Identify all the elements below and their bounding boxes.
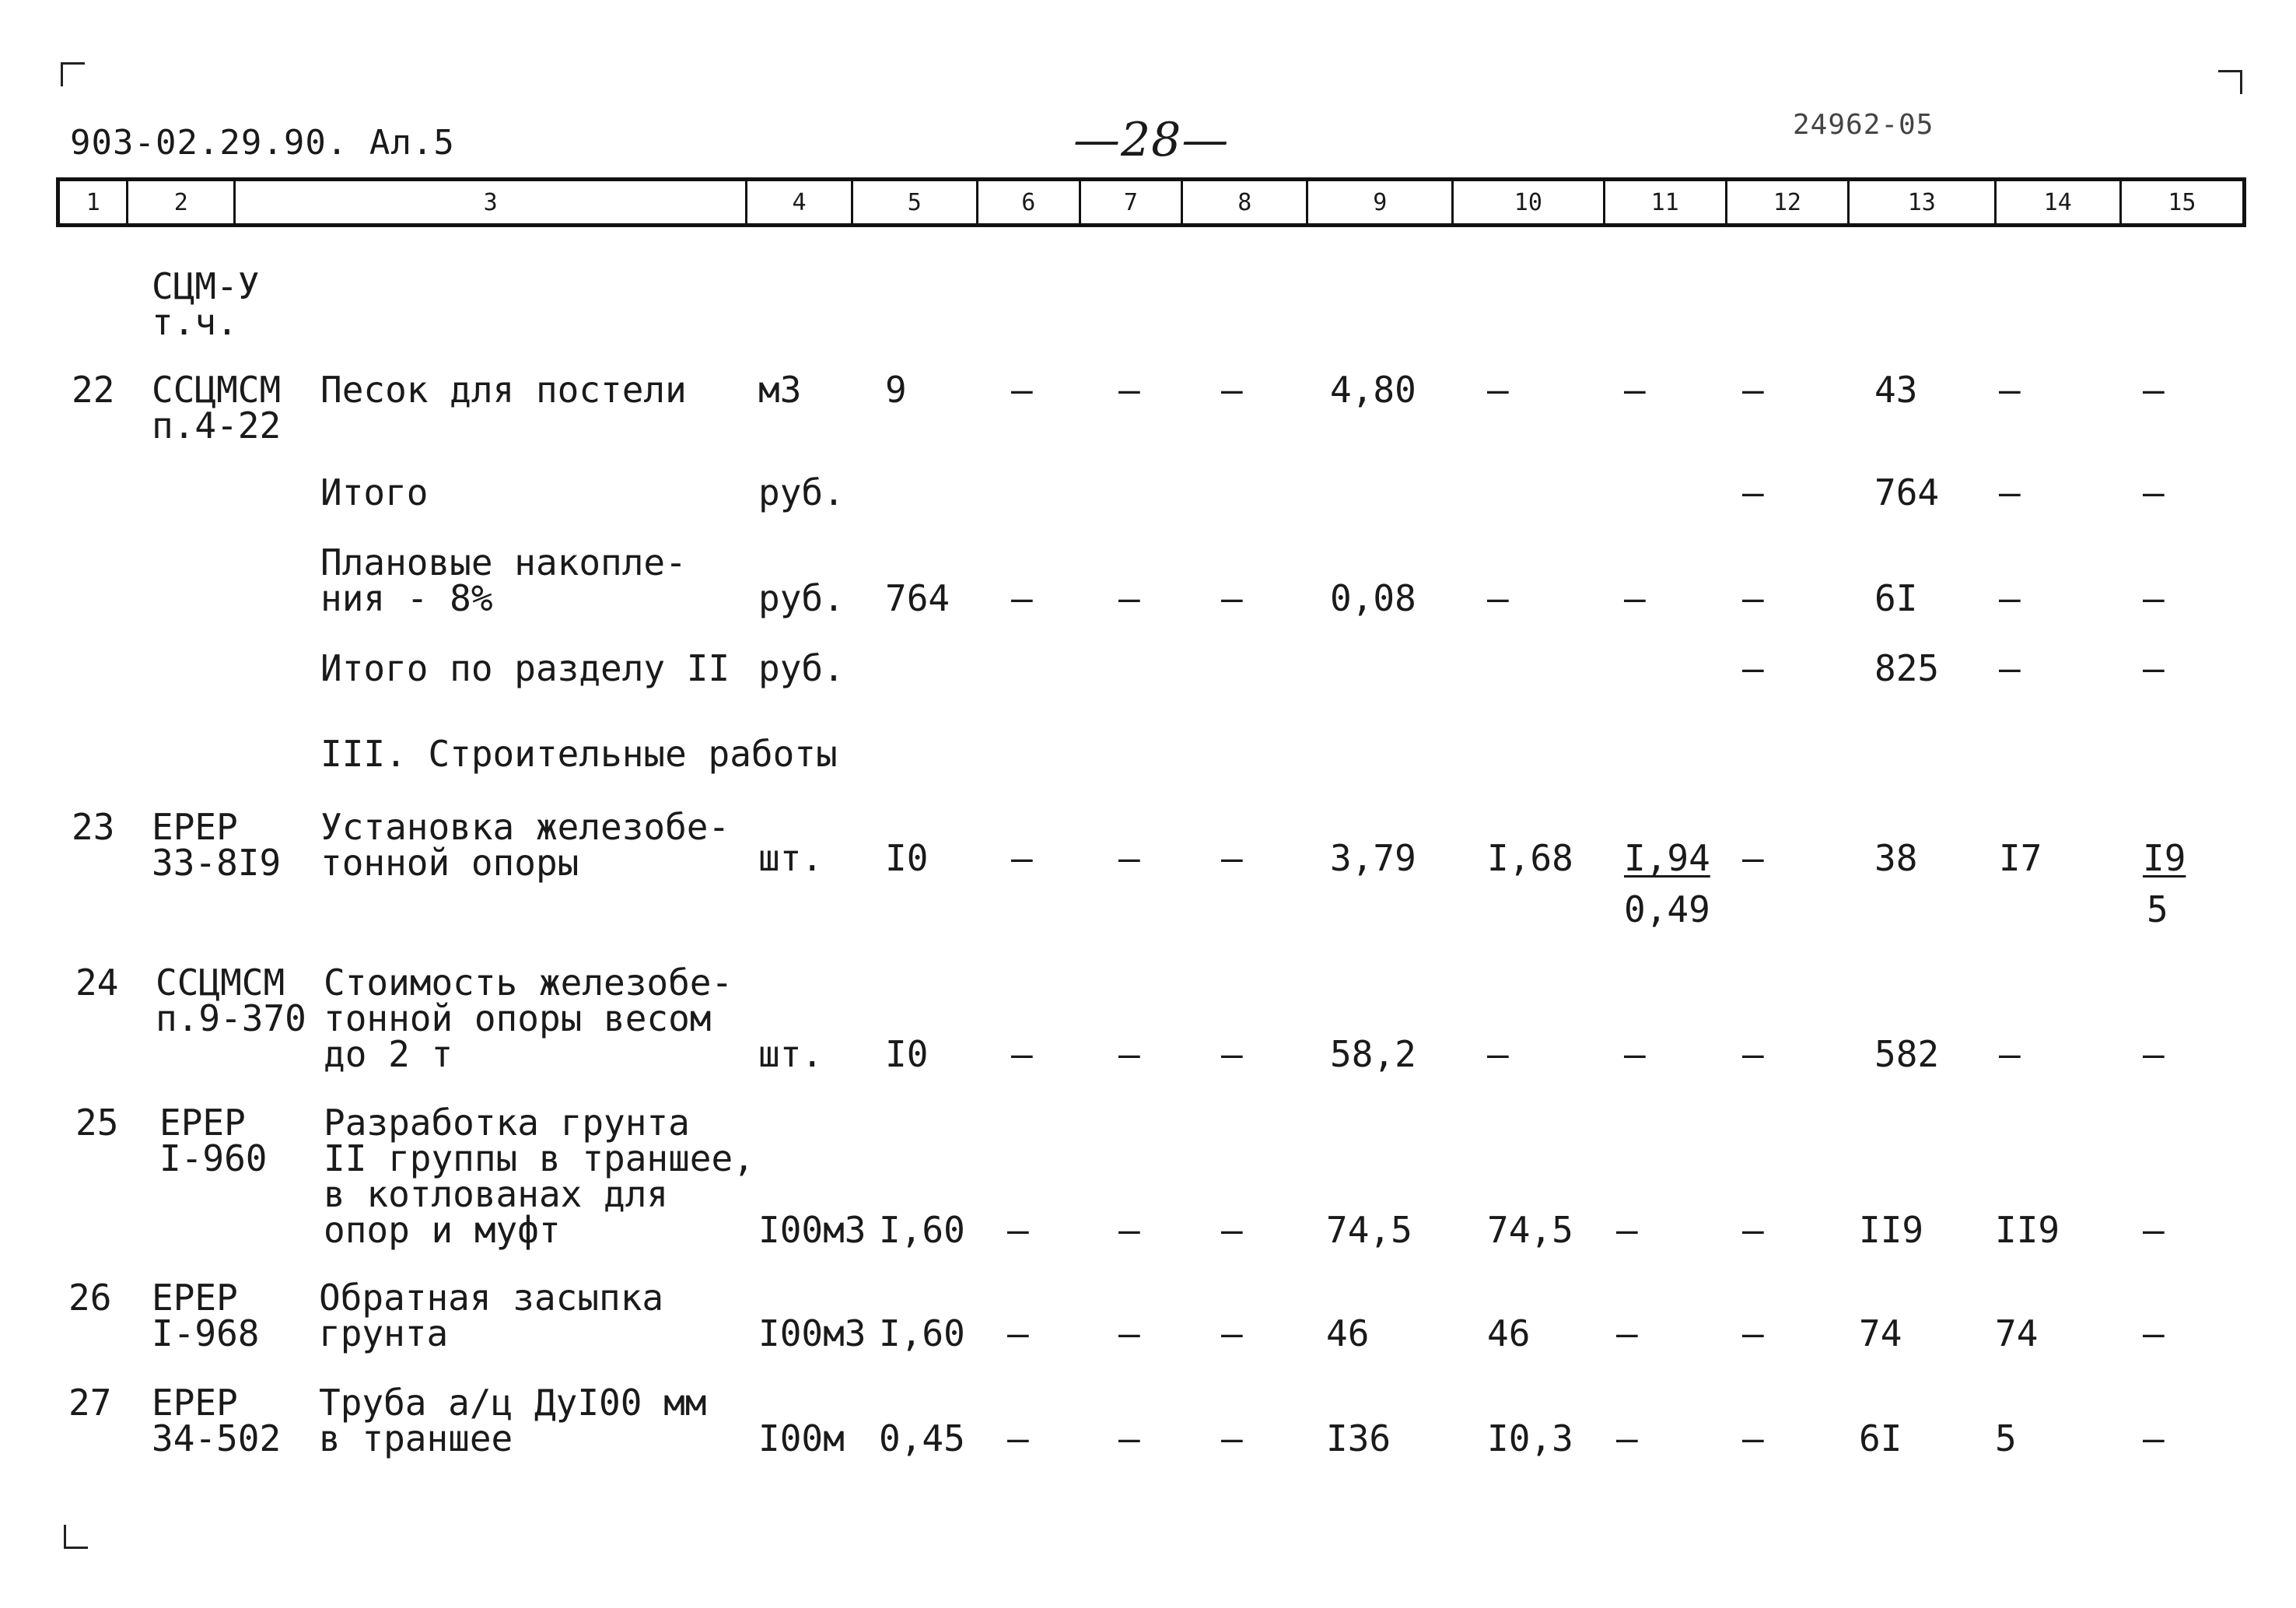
cell-col7: – <box>1118 577 1140 619</box>
cell-number: 22 <box>72 369 115 411</box>
cell-col8: – <box>1221 1209 1243 1251</box>
cell-col14: II9 <box>1995 1209 2060 1251</box>
cell-unit: руб. <box>758 577 845 619</box>
cell-number: 24 <box>75 962 119 1004</box>
cell-col7: – <box>1118 1417 1140 1459</box>
cell-col8: – <box>1221 369 1243 411</box>
cell-code: ССЦМСМ п.4-22 <box>152 369 282 447</box>
cell-col8: – <box>1221 577 1243 619</box>
cell-col7: – <box>1118 1209 1140 1251</box>
cell-code: ЕРЕР I-960 <box>159 1102 268 1179</box>
cell-col10: 46 <box>1487 1312 1531 1354</box>
cell-col14: – <box>1999 471 2021 513</box>
cell-number: 26 <box>68 1277 112 1319</box>
cell-col10: 74,5 <box>1487 1209 1573 1251</box>
cell-col8: – <box>1221 837 1243 879</box>
cell-col8: – <box>1221 1312 1243 1354</box>
cell-col6: – <box>1011 577 1033 619</box>
cell-col11: – <box>1624 369 1646 411</box>
column-number: 9 <box>1308 181 1454 223</box>
cell-col13: 6I <box>1874 577 1918 619</box>
cell-col13: II9 <box>1859 1209 1924 1251</box>
cell-unit: I00м3 <box>758 1312 866 1354</box>
column-number: 6 <box>978 181 1081 223</box>
cell-unit: шт. <box>758 837 824 879</box>
column-number: 4 <box>747 181 853 223</box>
cell-description: Песок для постели <box>320 369 687 411</box>
cell-code: ЕРЕР 34-502 <box>152 1382 282 1459</box>
cell-col14: – <box>1999 647 2021 689</box>
cell-col14: 5 <box>1995 1417 2017 1459</box>
cell-description: Разработка грунта II группы в траншее, в котлованах для опор и муфт <box>324 1102 754 1251</box>
cell-description: Плановые накопле- ния - 8% <box>320 541 687 619</box>
cell-unit: руб. <box>758 647 845 689</box>
cell-col12: – <box>1742 471 1764 513</box>
archive-stamp: 24962-05 <box>1793 109 1934 141</box>
column-number: 1 <box>60 181 128 223</box>
column-number: 10 <box>1454 181 1605 223</box>
cell-col15: – <box>2143 1209 2165 1251</box>
cell-unit: I00м3 <box>758 1209 866 1251</box>
cell-col9: 74,5 <box>1326 1209 1412 1251</box>
cell-description: Обратная засыпка грунта <box>319 1277 664 1354</box>
cell-col14: 74 <box>1995 1312 2039 1354</box>
cell-number: 23 <box>72 806 115 848</box>
cell-col6: – <box>1007 1209 1029 1251</box>
cell-col13: 43 <box>1874 369 1918 411</box>
cell-col10: – <box>1487 1033 1509 1075</box>
column-number: 5 <box>853 181 978 223</box>
cell-col14: – <box>1999 369 2021 411</box>
column-number: 14 <box>1997 181 2122 223</box>
cell-col15-secondary: 5 <box>2147 888 2168 930</box>
cell-quantity: 764 <box>885 577 950 619</box>
cell-col12: – <box>1742 647 1764 689</box>
cell-col13: 74 <box>1859 1312 1902 1354</box>
cell-col12: – <box>1742 1312 1764 1354</box>
cell-col12: – <box>1742 577 1764 619</box>
cell-col6: – <box>1007 1312 1029 1354</box>
cell-col6: – <box>1011 369 1033 411</box>
cell-col15: I9 <box>2143 837 2186 879</box>
cell-quantity: I0 <box>885 837 929 879</box>
cell-col6: – <box>1011 837 1033 879</box>
column-number: 13 <box>1850 181 1997 223</box>
cell-col14: – <box>1999 1033 2021 1075</box>
section-title: III. Строительные работы <box>320 733 838 775</box>
cell-col9: 0,08 <box>1330 577 1416 619</box>
cell-col11: – <box>1624 577 1646 619</box>
cell-col9: 3,79 <box>1330 837 1416 879</box>
column-number: 11 <box>1605 181 1727 223</box>
cell-quantity: 0,45 <box>879 1417 965 1459</box>
cell-unit: шт. <box>758 1033 824 1075</box>
cell-col15: – <box>2143 1033 2165 1075</box>
cell-col15: – <box>2143 1312 2165 1354</box>
cell-quantity: I,60 <box>879 1312 965 1354</box>
cell-col8: – <box>1221 1033 1243 1075</box>
cell-col13: 825 <box>1874 647 1940 689</box>
cell-code: ССЦМСМ п.9-370 <box>156 962 306 1039</box>
page-number: —28— <box>1073 113 1230 167</box>
cell-col11: I,94 <box>1624 837 1710 879</box>
cell-quantity: I,60 <box>879 1209 965 1251</box>
cell-col15: – <box>2143 471 2165 513</box>
cell-quantity: I0 <box>885 1033 929 1075</box>
cell-col12: – <box>1742 1033 1764 1075</box>
cell-col15: – <box>2143 577 2165 619</box>
cell-col15: – <box>2143 369 2165 411</box>
document-code: 903-02.29.90. Ал.5 <box>70 123 455 163</box>
cell-col7: – <box>1118 837 1140 879</box>
cell-col12: – <box>1742 369 1764 411</box>
cell-col8: – <box>1221 1417 1243 1459</box>
cell-col9: 58,2 <box>1330 1033 1416 1075</box>
cell-col13: 38 <box>1874 837 1918 879</box>
cell-quantity: 9 <box>885 369 907 411</box>
cell-col11: – <box>1624 1033 1646 1075</box>
cell-col6: – <box>1011 1033 1033 1075</box>
cell-col12: – <box>1742 1417 1764 1459</box>
cell-col11: – <box>1616 1417 1638 1459</box>
cell-code: ЕРЕР 33-8I9 <box>152 806 282 884</box>
cell-number: 27 <box>68 1382 112 1424</box>
cell-col15: – <box>2143 647 2165 689</box>
cell-col6: – <box>1007 1417 1029 1459</box>
cell-col14: – <box>1999 577 2021 619</box>
cell-unit: руб. <box>758 471 845 513</box>
cell-code: СЦМ-У т.ч. <box>152 265 260 343</box>
cell-description: Стоимость железобе- тонной опоры весом до 2 т <box>324 962 733 1075</box>
cell-col10: I,68 <box>1487 837 1573 879</box>
cell-description: Итого по разделу II <box>320 647 730 689</box>
cell-col7: – <box>1118 1033 1140 1075</box>
cell-col14: I7 <box>1999 837 2042 879</box>
column-number: 2 <box>128 181 236 223</box>
cell-col10: – <box>1487 577 1509 619</box>
cell-col10: – <box>1487 369 1509 411</box>
cell-number: 25 <box>75 1102 119 1144</box>
column-number: 7 <box>1081 181 1184 223</box>
cell-col7: – <box>1118 369 1140 411</box>
cell-col13: 582 <box>1874 1033 1940 1075</box>
cell-col10: I0,3 <box>1487 1417 1573 1459</box>
cell-unit: I00м <box>758 1417 845 1459</box>
cell-col13: 764 <box>1874 471 1940 513</box>
cell-col15: – <box>2143 1417 2165 1459</box>
cell-col12: – <box>1742 837 1764 879</box>
cell-col13: 6I <box>1859 1417 1902 1459</box>
cell-col9: 46 <box>1326 1312 1370 1354</box>
cell-col11: – <box>1616 1209 1638 1251</box>
cell-col7: – <box>1118 1312 1140 1354</box>
cell-col11: – <box>1616 1312 1638 1354</box>
column-number: 8 <box>1183 181 1308 223</box>
cell-col11-secondary: 0,49 <box>1624 888 1710 930</box>
cell-unit: м3 <box>758 369 802 411</box>
column-number: 15 <box>2168 188 2196 216</box>
column-number: 3 <box>236 181 747 223</box>
cell-description: Установка железобе- тонной опоры <box>320 806 730 884</box>
cell-description: Итого <box>320 471 429 513</box>
cell-code: ЕРЕР I-968 <box>152 1277 260 1354</box>
cell-description: Труба а/ц ДуI00 мм в траншее <box>319 1382 707 1459</box>
cell-col9: 4,80 <box>1330 369 1416 411</box>
cell-col9: I36 <box>1326 1417 1391 1459</box>
cell-col12: – <box>1742 1209 1764 1251</box>
column-number: 12 <box>1727 181 1850 223</box>
